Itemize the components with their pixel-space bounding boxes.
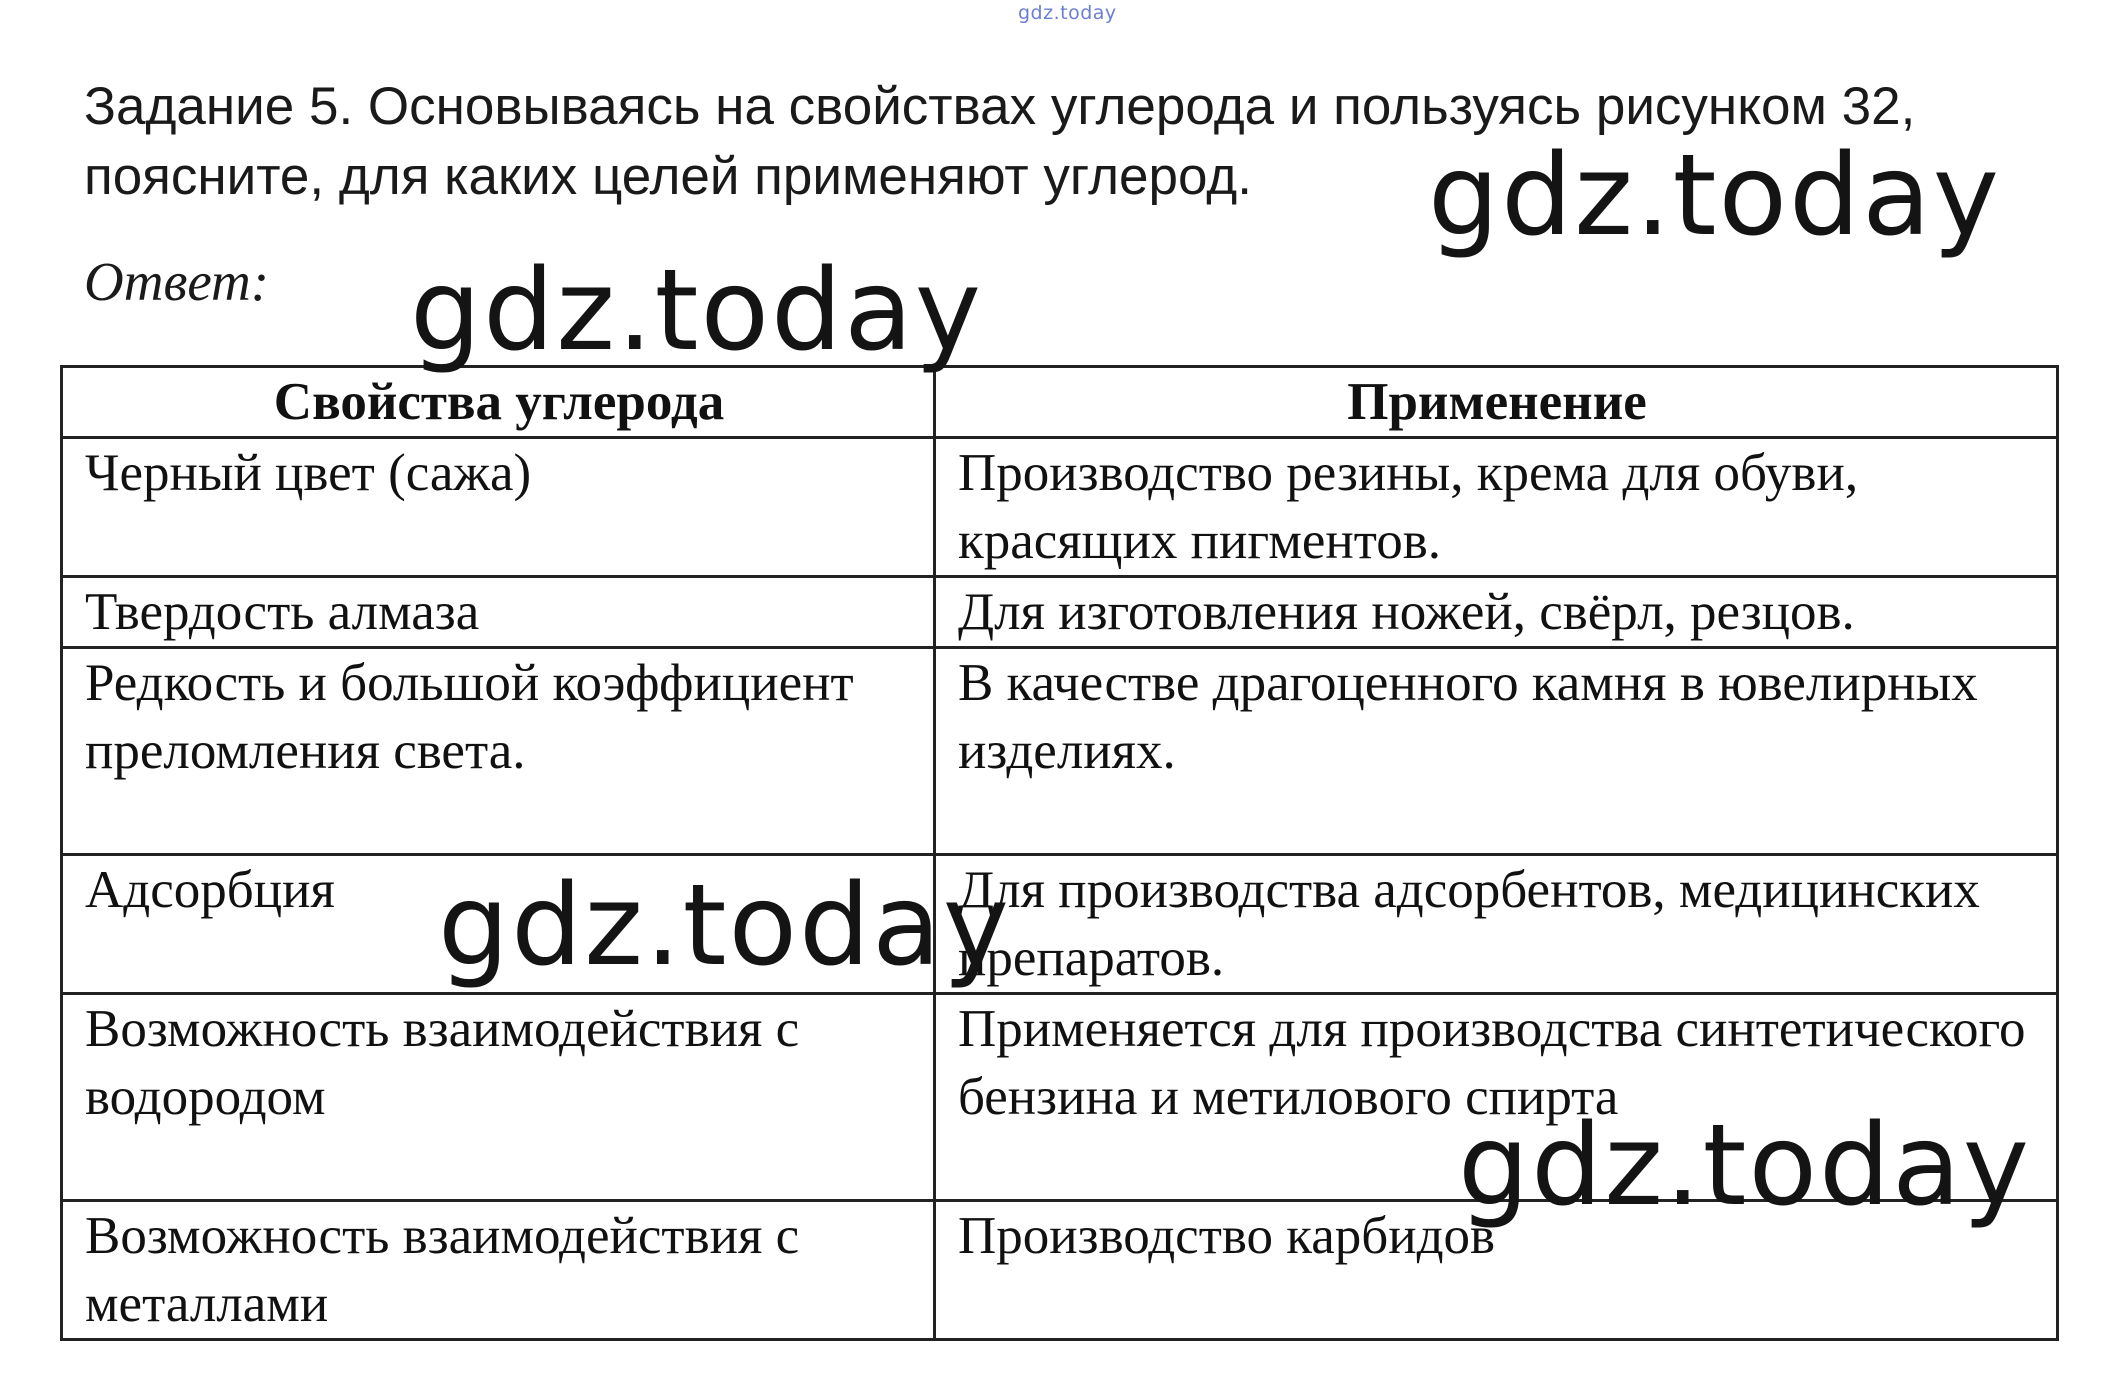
property-cell: Черный цвет (сажа)	[62, 438, 935, 577]
application-cell: Производство карбидов	[935, 1201, 2058, 1340]
property-cell: Адсорбция	[62, 855, 935, 994]
header-properties: Свойства углерода	[62, 367, 935, 438]
watermark: gdz.today	[1458, 1101, 2032, 1231]
table-header-row	[62, 367, 2058, 438]
table-row	[62, 855, 2058, 994]
application-cell: Для производства адсорбентов, медицинских препаратов.	[935, 855, 2058, 994]
task-text: Задание 5. Основываясь на свойствах углерода и пользуясь рисунком 32, поясните, для каких целей применяют углерод.	[84, 77, 1916, 206]
property-cell: Возможность взаимодействия с металлами	[62, 1201, 935, 1340]
answer-label: Ответ:	[84, 251, 270, 312]
table-row	[62, 648, 2058, 855]
application-cell: Производство резины, крема для обуви, красящих пигментов.	[935, 438, 2058, 577]
application-cell: Для изготовления ножей, свёрл, резцов.	[935, 577, 2058, 648]
application-cell: Применяется для производства синтетического бензина и метилового спирта	[935, 994, 2058, 1201]
watermark: gdz.today	[1428, 131, 2002, 261]
application-cell: В качестве драгоценного камня в ювелирных изделиях.	[935, 648, 2058, 855]
header-application: Применение	[935, 367, 2058, 438]
watermark: gdz.today	[438, 861, 1012, 991]
property-cell: Возможность взаимодействия с водородом	[62, 994, 935, 1201]
header-watermark: gdz.today	[1018, 2, 1117, 24]
table-row	[62, 577, 2058, 648]
watermark: gdz.today	[410, 246, 984, 376]
table-row	[62, 438, 2058, 577]
property-cell: Твердость алмаза	[62, 577, 935, 648]
property-cell: Редкость и большой коэффициент преломления света.	[62, 648, 935, 855]
